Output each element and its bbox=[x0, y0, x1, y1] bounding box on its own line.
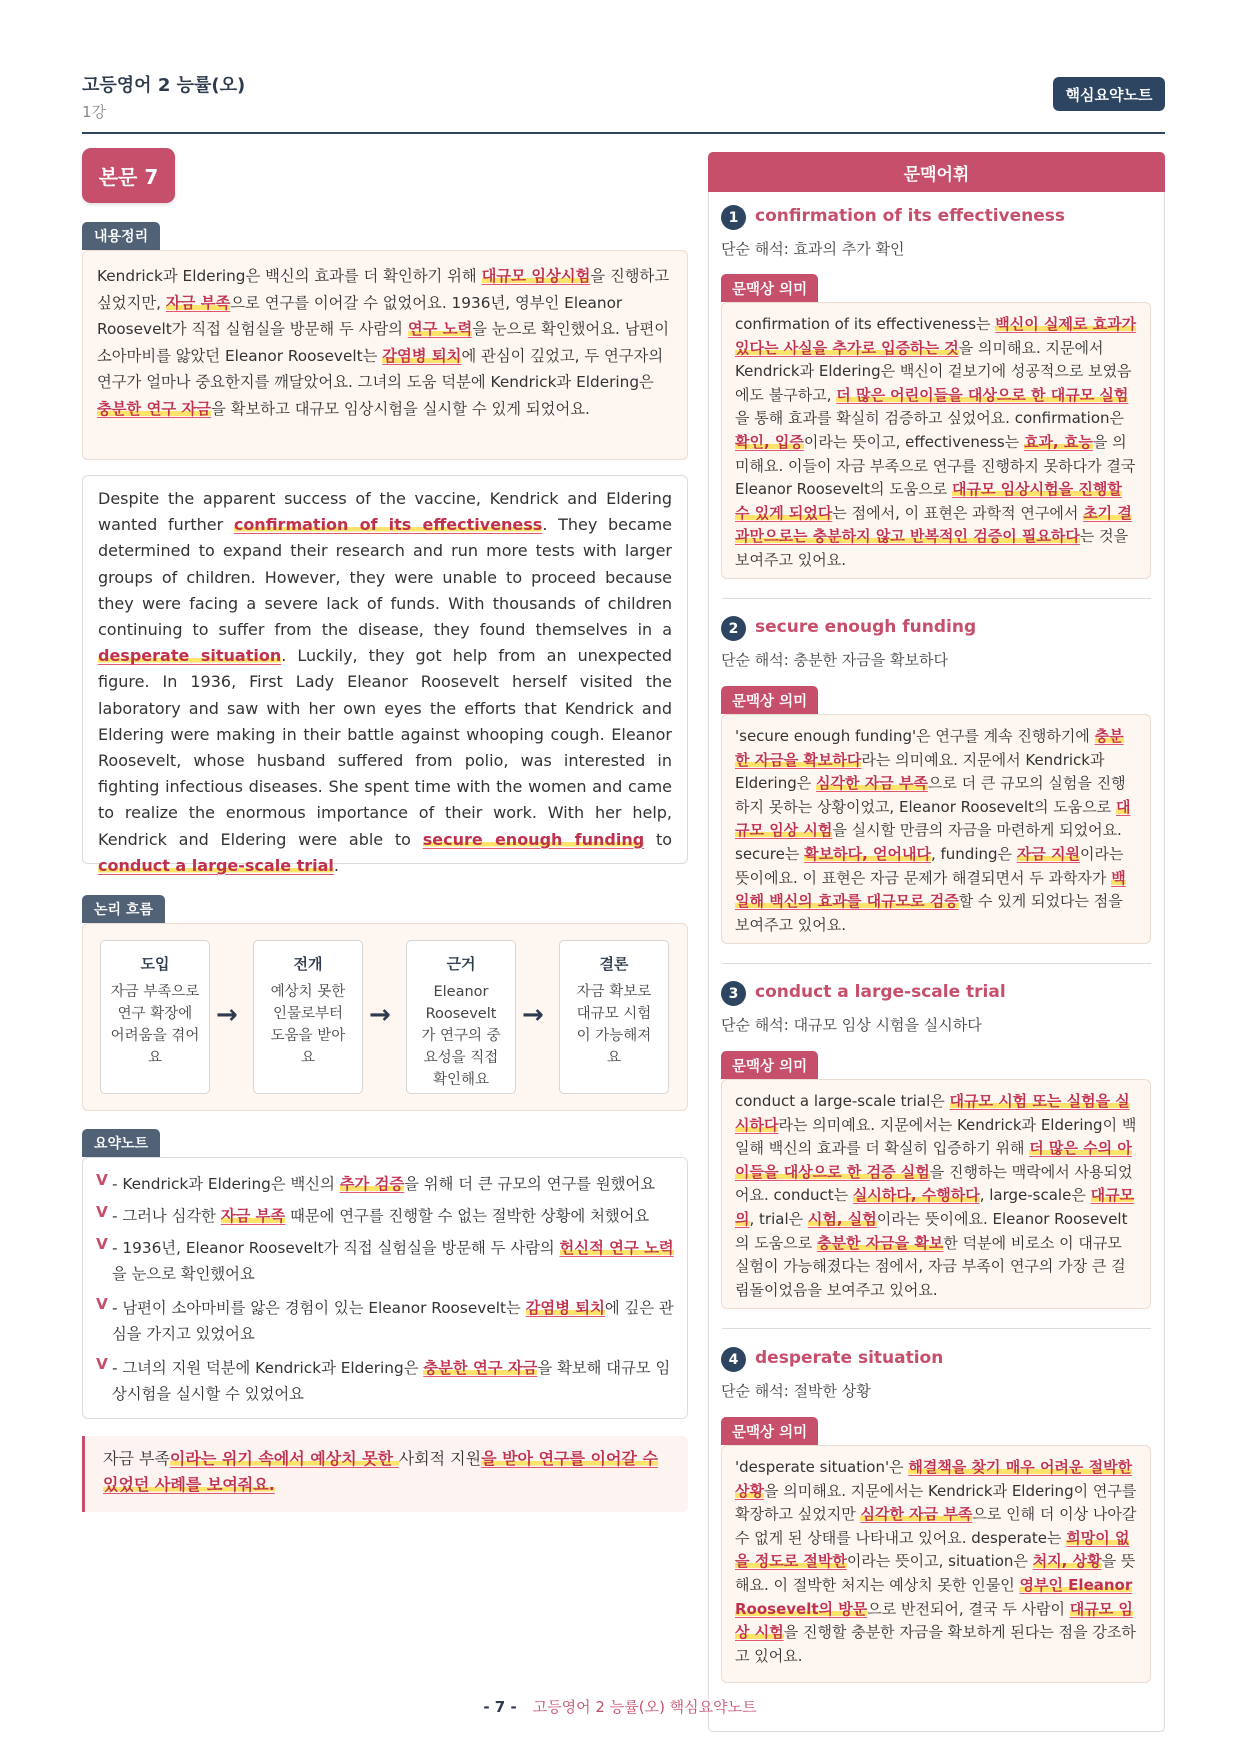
check-mark-icon: V bbox=[96, 1355, 108, 1373]
text-segment: - Kendrick과 Eldering은 백신의 bbox=[112, 1175, 340, 1193]
highlighted-keyword: 심각한 자금 부족 bbox=[816, 774, 928, 793]
highlighted-keyword: 대규모 임상시험 bbox=[481, 267, 591, 285]
content-summary-box bbox=[82, 250, 688, 460]
context-meaning-box bbox=[721, 714, 1151, 944]
context-meaning-label: 문맥상 의미 bbox=[721, 1051, 818, 1079]
key-takeaway-callout bbox=[82, 1436, 688, 1512]
highlighted-keyword: 대규모의 bbox=[735, 1186, 1135, 1228]
flow-arrow-icon: → bbox=[522, 1000, 544, 1030]
highlighted-keyword: 대규모 임상 시험 bbox=[735, 1599, 1133, 1642]
flow-step-development bbox=[253, 940, 363, 1094]
text-segment: 으로 인해 더 이상 나아갈 수 없게 된 상태를 나타내고 있어요. desperate는 bbox=[735, 1505, 1137, 1547]
text-segment: 으로 반전되어, 결국 두 사람이 bbox=[867, 1599, 1070, 1618]
vocab-term: secure enough funding bbox=[755, 617, 977, 637]
text-segment: 으로 더 큰 규모의 실험을 진행하지 못하는 상황이었고, Eleanor Roosevelt의 도움으로 bbox=[735, 774, 1126, 816]
highlighted-keyword: 자금 부족 bbox=[165, 293, 231, 312]
lesson-number: 1강 bbox=[82, 103, 107, 121]
summary-note-item bbox=[112, 1235, 674, 1287]
vocab-term: confirmation of its effectiveness bbox=[755, 206, 1066, 226]
text-segment: , large-scale은 bbox=[979, 1186, 1091, 1205]
flow-step-title: 결론 bbox=[599, 955, 629, 973]
text-segment: 라는 의미예요. 지문에서는 Kendrick과 Eldering이 백일해 백신의 효과를 더 확실히 입증하기 위해 bbox=[735, 1115, 1137, 1158]
highlighted-keyword: 더 많은 어린이들을 대상으로 한 대규모 실험 bbox=[836, 385, 1129, 404]
text-segment: 할 수 있게 되었다는 점을 보여주고 있어요. bbox=[735, 892, 1123, 934]
text-segment: 는 점에서, 이 표현은 과학적 연구에서 bbox=[832, 503, 1084, 522]
context-meaning-box bbox=[721, 1445, 1151, 1683]
highlighted-keyword: 실시하다, 수행하다 bbox=[852, 1186, 980, 1205]
context-meaning-box bbox=[721, 1079, 1151, 1309]
text-segment: - 남편이 소아마비를 앓은 경험이 있는 Eleanor Roosevelt는 bbox=[112, 1299, 526, 1317]
highlighted-keyword: conduct a large-scale trial bbox=[98, 855, 334, 875]
item-divider bbox=[722, 963, 1151, 964]
highlighted-keyword: 백일해 백신의 효과를 대규모로 검증 bbox=[735, 868, 1126, 911]
text-segment: , funding은 bbox=[930, 844, 1017, 863]
text-segment: . They became determined to expand their research and run more tests with larger groups of children. However, they were unable to proceed because they were facing a severe lack of funds. With thousands of children continuing to suffer from the disease, they found themselves in a bbox=[98, 515, 673, 640]
highlighted-keyword: 대규모 임상시험을 진행할 수 있게 되었다 bbox=[735, 480, 1122, 522]
highlighted-keyword: 충분한 연구 자금 bbox=[423, 1359, 538, 1377]
flow-step-title: 전개 bbox=[293, 955, 323, 973]
flow-arrow-icon: → bbox=[216, 1000, 238, 1030]
footer-text: 고등영어 2 능률(오) 핵심요약노트 bbox=[532, 1698, 757, 1716]
vocab-term: conduct a large-scale trial bbox=[755, 982, 1006, 1002]
context-vocab-header: 문맥어휘 bbox=[708, 152, 1165, 192]
flow-arrow-icon: → bbox=[369, 1000, 391, 1030]
logic-flow-label: 논리 흐름 bbox=[82, 895, 165, 923]
text-segment: 을 진행할 충분한 자금을 확보하게 된다는 점을 강조하고 있어요. bbox=[735, 1623, 1136, 1665]
text-segment: 을 눈으로 확인했어요. 남편이 소아마비를 앓았던 Eleanor Roosevelt는 bbox=[97, 320, 670, 365]
item-number-badge: 1 bbox=[721, 205, 746, 230]
summary-note-item bbox=[112, 1295, 674, 1347]
flow-step-text: 자금 부족으로 연구 확장에 어려움을 겪어요 bbox=[110, 984, 200, 1066]
highlighted-keyword: 시험, 실험 bbox=[807, 1209, 877, 1228]
context-meaning-box bbox=[721, 302, 1151, 579]
content-summary-label: 내용정리 bbox=[82, 222, 160, 250]
item-divider bbox=[722, 598, 1151, 599]
text-segment: 을 확보해 대규모 임상시험을 실시할 수 있었어요 bbox=[112, 1359, 671, 1403]
text-segment: , trial은 bbox=[749, 1209, 808, 1228]
flow-step-text: 예상치 못한 인물로부터 도움을 받아요 bbox=[270, 984, 346, 1066]
check-mark-icon: V bbox=[96, 1171, 108, 1189]
check-mark-icon: V bbox=[96, 1235, 108, 1253]
text-segment: 이라는 뜻이고, effectiveness는 bbox=[803, 432, 1024, 451]
highlighted-keyword: 자금 부족 bbox=[220, 1207, 286, 1225]
highlighted-keyword: confirmation of its effectiveness bbox=[233, 515, 543, 535]
highlighted-keyword: 효과, 효능 bbox=[1023, 432, 1093, 451]
text-segment: conduct a large-scale trial은 bbox=[735, 1092, 950, 1110]
text-segment: 을 통해 효과를 확실히 검증하고 싶었어요. confirmation은 bbox=[735, 409, 1125, 428]
text-segment: . bbox=[333, 855, 340, 875]
text-segment: 에 관심이 깊었고, 두 연구자의 연구가 얼마나 중요한지를 깨달았어요. 그녀의 도움 덕분에 Kendrick과 Eldering은 bbox=[97, 346, 664, 391]
highlighted-keyword: 처지, 상황 bbox=[1032, 1552, 1102, 1571]
highlighted-keyword: desperate situation bbox=[98, 646, 282, 666]
text-segment: 이라는 뜻이에요. Eleanor Roosevelt의 도움으로 bbox=[735, 1209, 1128, 1252]
highlighted-keyword: 감염병 퇴치 bbox=[382, 346, 462, 365]
text-segment: - 그러나 심각한 bbox=[112, 1207, 221, 1225]
text-segment: 이라는 뜻이고, situation은 bbox=[846, 1552, 1033, 1571]
context-meaning-label: 문맥상 의미 bbox=[721, 274, 818, 302]
text-segment: 을 확보하고 대규모 임상시험을 실시할 수 있게 되었어요. bbox=[211, 399, 590, 418]
text-segment: 을 의미해요. 이들이 자금 부족으로 연구를 진행하지 못하다가 결국 Eleanor Roosevelt의 도움으로 bbox=[735, 432, 1136, 499]
highlighted-keyword: 해결책을 찾기 매우 어려운 절박한 상황 bbox=[735, 1458, 1133, 1500]
page-footer bbox=[0, 1696, 1240, 1717]
text-segment: 자금 부족 bbox=[103, 1449, 170, 1468]
highlighted-keyword: 을 받아 연구를 이어갈 수 있었던 사례를 보여줘요. bbox=[103, 1449, 658, 1494]
text-segment: Kendrick과 Eldering은 백신의 효과를 더 확인하기 위해 bbox=[97, 267, 482, 285]
highlighted-keyword: 더 많은 수의 아이들을 대상으로 한 검증 실험 bbox=[735, 1139, 1132, 1181]
highlighted-keyword: 확보하다, 얻어내다 bbox=[804, 844, 931, 863]
text-segment: . Luckily, they got help from an unexpected figure. In 1936, First Lady Eleanor Roosevelt herself visited the laboratory and saw with her own eyes the efforts that Kendrick and Eldering were making in their battle against whooping cough. Eleanor Roosevelt, whose husband suffered from polio, was interested in fighting infectious diseases. She spent time with the women and came to realize the enormous importance of their work. With her help, Kendrick and Eldering were able to bbox=[98, 646, 673, 849]
highlighted-keyword: 대규모 시험 또는 실험을 실시하다 bbox=[735, 1092, 1130, 1134]
highlighted-keyword: 감염병 퇴치 bbox=[525, 1299, 605, 1317]
text-segment: 사회적 지원 bbox=[398, 1449, 482, 1468]
document-title: 고등영어 2 능률(오) bbox=[82, 75, 246, 96]
highlighted-keyword: 헌신적 연구 노력 bbox=[559, 1239, 674, 1257]
check-mark-icon: V bbox=[96, 1295, 108, 1313]
highlighted-keyword: 초기 결과만으로는 충분하지 않고 반복적인 검증이 필요하다 bbox=[735, 503, 1132, 546]
highlighted-keyword: 충분한 연구 자금 bbox=[97, 399, 212, 418]
summary-note-item bbox=[112, 1355, 674, 1407]
text-segment: confirmation of its effectiveness는 bbox=[735, 315, 996, 333]
text-segment: 라는 의미예요. 지문에서 Kendrick과 Eldering은 bbox=[735, 750, 1105, 793]
text-segment: 을 의미해요. 지문에서 Kendrick과 Eldering은 백신이 겉보기에 성공적으로 보였음에도 불구하고, bbox=[735, 338, 1132, 404]
highlighted-keyword: 이라는 위기 속에서 예상치 못한 bbox=[169, 1449, 399, 1468]
text-segment: to bbox=[644, 829, 673, 849]
check-mark-icon: V bbox=[96, 1203, 108, 1221]
highlighted-keyword: 확인, 입증 bbox=[735, 432, 804, 451]
highlighted-keyword: 영부인 Eleanor Roosevelt의 방문 bbox=[735, 1575, 1133, 1618]
summary-note-item bbox=[112, 1203, 674, 1229]
summary-note-label: 요약노트 bbox=[82, 1129, 160, 1157]
text-segment: 한 덕분에 비로소 이 대규모 실험이 가능해졌다는 점에서, 자금 부족이 연구의 가장 큰 걸림돌이었음을 보여주고 있어요. bbox=[735, 1233, 1126, 1299]
context-meaning-label: 문맥상 의미 bbox=[721, 1417, 818, 1445]
passage-box bbox=[82, 475, 688, 875]
highlighted-keyword: 연구 노력 bbox=[407, 320, 473, 338]
item-divider bbox=[722, 1328, 1151, 1329]
highlighted-keyword: secure enough funding bbox=[422, 829, 645, 849]
text-segment: 을 뜻해요. 이 절박한 처지는 예상치 못한 인물인 bbox=[735, 1552, 1136, 1594]
header-divider bbox=[82, 132, 1165, 134]
text-segment: 에 깊은 관심을 가지고 있었어요 bbox=[112, 1299, 674, 1343]
section-badge: 본문 7 bbox=[82, 148, 175, 203]
text-segment: 을 진행하는 맥락에서 사용되었어요. conduct는 bbox=[735, 1162, 1133, 1205]
flow-step-intro bbox=[100, 940, 210, 1094]
text-segment: 을 눈으로 확인했어요 bbox=[112, 1265, 255, 1283]
text-segment: 으로 연구를 이어갈 수 없었어요. 1936년, 영부인 Eleanor Roosevelt가 직접 실험실을 방문해 두 사람의 bbox=[97, 293, 623, 338]
text-segment: - 그녀의 지원 덕분에 Kendrick과 Eldering은 bbox=[112, 1359, 424, 1377]
highlighted-keyword: 충분한 자금을 확보하다 bbox=[735, 727, 1124, 769]
simple-translation: 단순 해석: 충분한 자금을 확보하다 bbox=[721, 651, 948, 669]
vocab-term: desperate situation bbox=[755, 1348, 944, 1368]
highlighted-keyword: 대규모 임상 시험 bbox=[735, 797, 1131, 840]
text-segment: 'desperate situation'은 bbox=[735, 1458, 909, 1476]
item-number-badge: 4 bbox=[721, 1347, 746, 1372]
flow-step-title: 도입 bbox=[140, 955, 170, 973]
simple-translation: 단순 해석: 절박한 상황 bbox=[721, 1382, 871, 1400]
text-segment: 을 진행하고 싶었지만, bbox=[97, 267, 670, 312]
content-summary-text bbox=[83, 251, 687, 434]
highlighted-keyword: 백신이 실제로 효과가 있다는 사실을 추가로 입증하는 것 bbox=[735, 315, 1137, 357]
highlighted-keyword: 추가 검증 bbox=[339, 1175, 405, 1193]
flow-step-title: 근거 bbox=[446, 955, 476, 973]
passage-text bbox=[83, 476, 687, 889]
page-number: - 7 - bbox=[483, 1698, 517, 1716]
flow-step-text: Eleanor Roosevelt가 연구의 중요성을 직접 확인해요 bbox=[421, 984, 501, 1088]
note-type-badge: 핵심요약노트 bbox=[1053, 77, 1165, 111]
text-segment: 이라는 뜻이에요. 이 표현은 자금 문제가 해결되면서 두 과학자가 bbox=[735, 844, 1124, 887]
simple-translation: 단순 해석: 효과의 추가 확인 bbox=[721, 240, 905, 258]
text-segment: 을 실시할 만큼의 자금을 마련하게 되었어요. secure는 bbox=[735, 821, 1122, 863]
text-segment: - 1936년, Eleanor Roosevelt가 직접 실험실을 방문해 두 사람의 bbox=[112, 1239, 560, 1257]
item-number-badge: 2 bbox=[721, 616, 746, 641]
text-segment: Despite the apparent success of the vaccine, Kendrick and Eldering wanted further bbox=[98, 489, 672, 535]
highlighted-keyword: 충분한 자금을 확보 bbox=[817, 1233, 944, 1252]
text-segment: 는 것을 보여주고 있어요. bbox=[735, 527, 1129, 569]
summary-note-item bbox=[112, 1171, 674, 1197]
highlighted-keyword: 자금 지원 bbox=[1016, 844, 1080, 863]
flow-step-conclusion bbox=[559, 940, 669, 1094]
highlighted-keyword: 심각한 자금 부족 bbox=[860, 1505, 973, 1524]
text-segment: 때문에 연구를 진행할 수 없는 절박한 상황에 처했어요 bbox=[285, 1207, 650, 1225]
text-segment: 'secure enough funding'은 연구를 계속 진행하기에 bbox=[735, 727, 1095, 745]
text-segment: 을 의미해요. 지문에서는 Kendrick과 Eldering이 연구를 확장하고 싶었지만 bbox=[735, 1481, 1137, 1524]
context-meaning-label: 문맥상 의미 bbox=[721, 686, 818, 714]
item-number-badge: 3 bbox=[721, 981, 746, 1006]
flow-step-text: 자금 확보로 대규모 시험이 가능해져요 bbox=[576, 984, 652, 1066]
flow-step-evidence bbox=[406, 940, 516, 1094]
text-segment: 을 위해 더 큰 규모의 연구를 원했어요 bbox=[404, 1175, 655, 1193]
highlighted-keyword: 희망이 없을 정도로 절박한 bbox=[735, 1528, 1130, 1571]
simple-translation: 단순 해석: 대규모 임상 시험을 실시하다 bbox=[721, 1016, 982, 1034]
